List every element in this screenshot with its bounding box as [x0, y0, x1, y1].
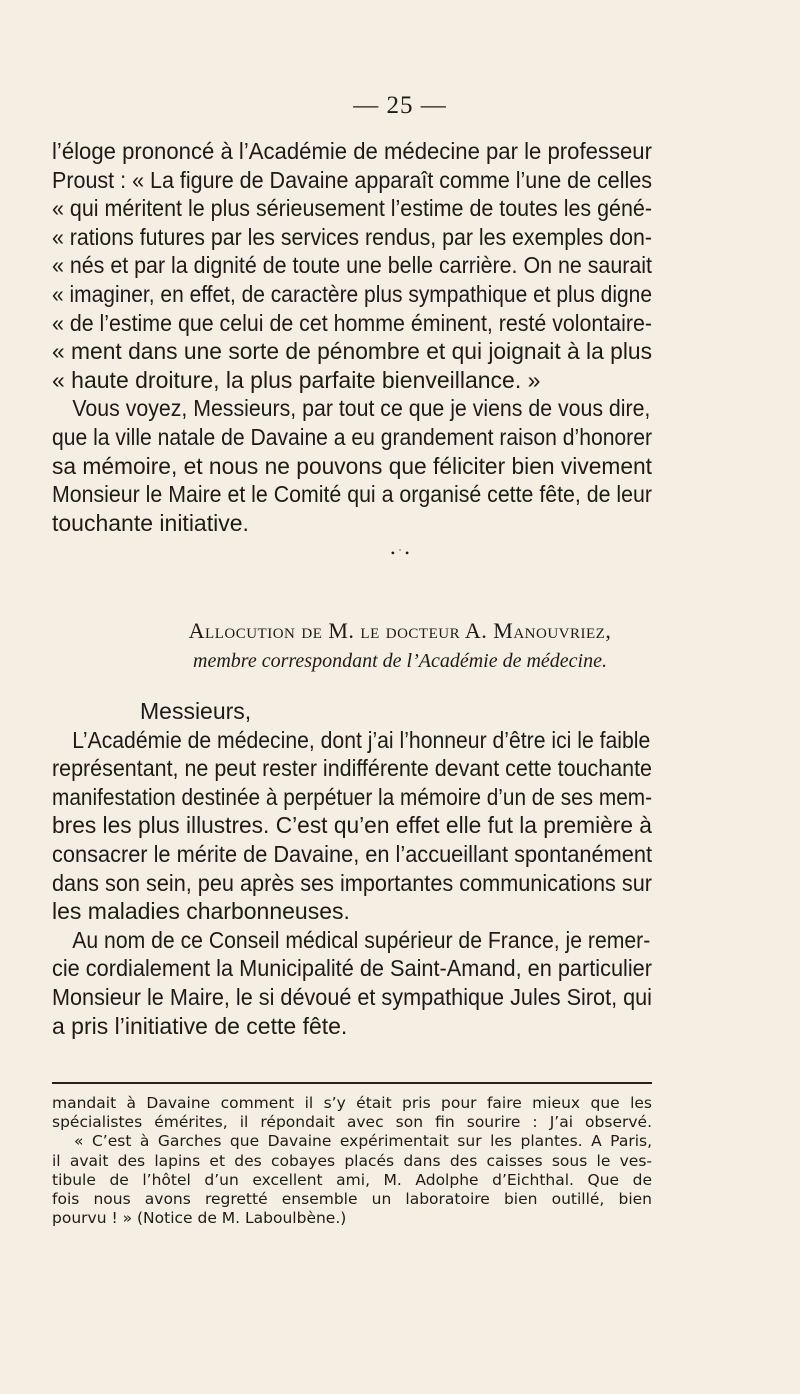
- text-line: Monsieur le Maire, le si dévoué et sympathique Jules Sirot, qui: [52, 983, 652, 1010]
- text-line: Au nom de ce Conseil médical supérieur de France, je remer-: [72, 926, 651, 953]
- section-title-text: Allocution de M. le docteur A. Manouvriez,: [188, 618, 612, 643]
- text-line: « de l’estime que celui de cet homme éminent, resté volontaire-: [52, 309, 653, 336]
- body-text-part1: [52, 137, 652, 537]
- text-line: Vous voyez, Messieurs, par tout ce que je viens de vous dire,: [72, 395, 651, 422]
- text-line: bres les plus illustres. C’est qu’en effet elle fut la première à: [52, 812, 652, 839]
- text-line: Monsieur le Maire et le Comité qui a organisé cette fête, de leur: [52, 481, 652, 508]
- text-line: cie cordialement la Municipalité de Saint-Amand, en particulier: [52, 955, 652, 982]
- text-line: « rations futures par les services rendus, par les exemples don-: [52, 223, 652, 250]
- footnote-line: il avait des lapins et des cobayes placés dans des caisses sous le ves-: [52, 1151, 652, 1170]
- text-line: manifestation destinée à perpétuer la mémoire d’un de ses mem-: [52, 783, 653, 810]
- text-line: « haute droiture, la plus parfaite bienveillance. »: [52, 366, 541, 393]
- footnote-line: spécialistes émérites, il répondait avec son fin sourire : J’ai observé.: [52, 1113, 652, 1132]
- text-line: touchante initiative.: [52, 509, 249, 536]
- salutation: Messieurs,: [140, 698, 252, 724]
- text-line: « nés et par la dignité de toute une belle carrière. On ne saurait: [52, 252, 653, 279]
- footnote-line: mandait à Davaine comment il s’y était pris pour faire mieux que les: [52, 1094, 652, 1112]
- footnote-line: « C’est à Garches que Davaine expérimentait sur les plantes. A Paris,: [74, 1132, 652, 1151]
- text-line: « qui méritent le plus sérieusement l’estime de toutes les géné-: [52, 195, 652, 222]
- footnote: [52, 1094, 652, 1228]
- text-line: que la ville natale de Davaine a eu grandement raison d’honorer: [52, 423, 653, 450]
- text-line: l’éloge prononcé à l’Académie de médecine par le professeur: [52, 138, 652, 164]
- footnote-divider: [52, 1082, 652, 1084]
- text-line: L’Académie de médecine, dont j’ai l’honneur d’être ici le faible: [72, 726, 651, 753]
- section-title: [0, 618, 800, 644]
- text-line: les maladies charbonneuses.: [52, 898, 350, 925]
- text-line: a pris l’initiative de cette fête.: [52, 1012, 348, 1039]
- section-subtitle: membre correspondant de l’Académie de médecine.: [193, 650, 607, 672]
- text-line: Proust : « La figure de Davaine apparaît comme l’une de celles: [52, 166, 653, 193]
- section-separator-stars: • ˙ •: [390, 546, 410, 560]
- page-number: — 25 —: [353, 92, 447, 119]
- text-line: dans son sein, peu après ses importantes communications sur: [52, 869, 652, 896]
- footnote-line: pourvu ! » (Notice de M. Laboulbène.): [52, 1209, 347, 1228]
- text-line: consacrer le mérite de Davaine, en l’accueillant spontanément: [52, 840, 653, 867]
- text-line: « ment dans une sorte de pénombre et qui joignait à la plus: [52, 338, 653, 365]
- body-text-part2: [52, 697, 652, 1040]
- text-line: représentant, ne peut rester indifférente devant cette touchante: [52, 755, 652, 782]
- footnote-line: tibule de l’hôtel d’un excellent ami, M. Adolphe d’Eichthal. Que de: [52, 1170, 652, 1189]
- text-line: « imaginer, en effet, de caractère plus sympathique et plus digne: [52, 280, 653, 307]
- footnote-line: fois nous avons regretté ensemble un laboratoire bien outillé, bien: [52, 1190, 652, 1209]
- text-line: sa mémoire, et nous ne pouvons que féliciter bien vivement: [52, 452, 653, 479]
